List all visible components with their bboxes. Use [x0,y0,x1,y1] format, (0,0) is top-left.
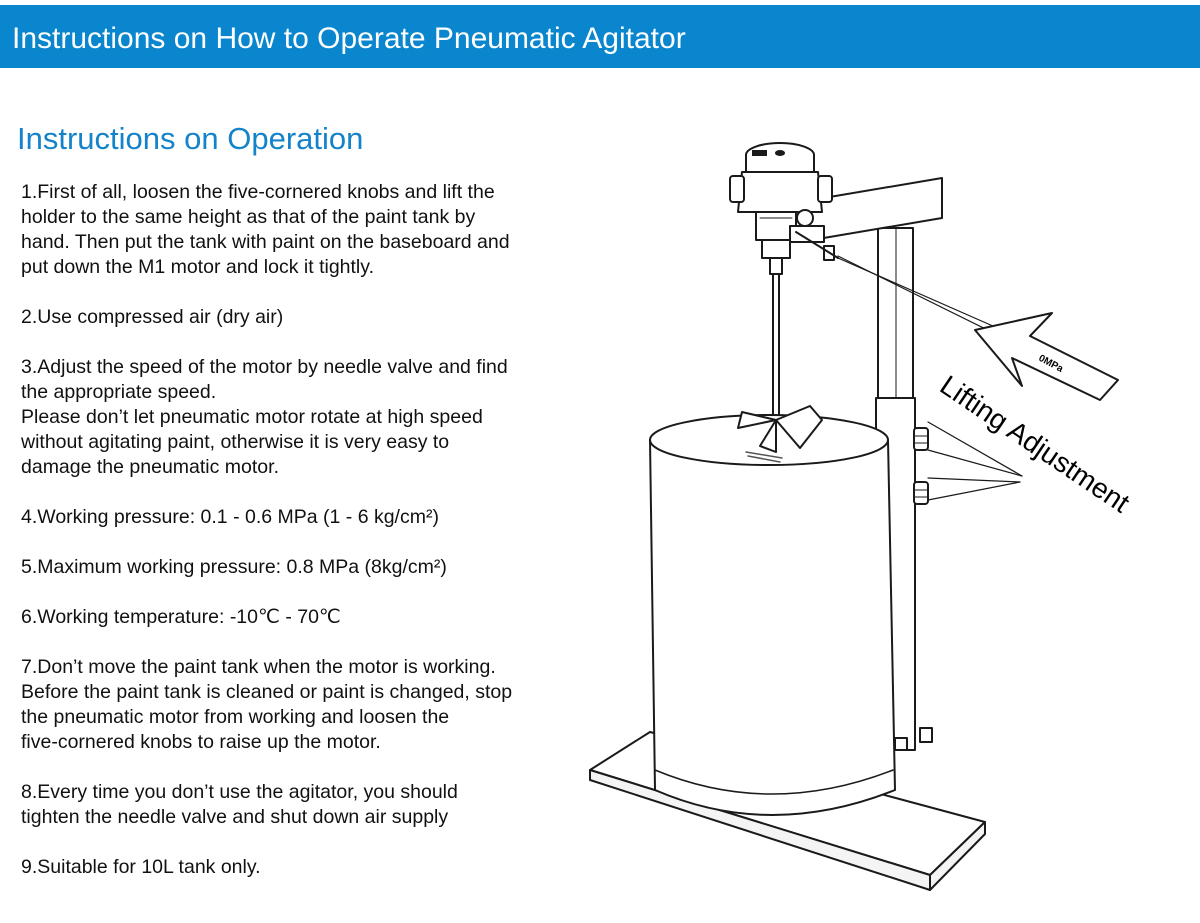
lifting-adjustment-label: Lifting Adjustment [934,369,1136,519]
instruction-line: 2.Use compressed air (dry air) [21,306,284,328]
instruction-line: without agitating paint, otherwise it is very easy to [21,431,450,453]
section-title: Instructions on Operation [17,121,364,156]
instruction-item [21,505,611,530]
instruction-item [21,355,611,480]
instruction-line: 3.Adjust the speed of the motor by needle valve and find [21,356,508,378]
instruction-line: 7.Don’t move the paint tank when the motor is working. [21,656,496,678]
page-title: Instructions on How to Operate Pneumatic Agitator [12,22,686,55]
instruction-line: hand. Then put the tank with paint on the baseboard and [21,231,510,253]
instruction-item [21,605,611,630]
instruction-item [21,655,611,755]
instruction-line: 5.Maximum working pressure: 0.8 MPa (8kg/cm²) [21,556,447,578]
instruction-line: Please don’t let pneumatic motor rotate at high speed [21,406,483,428]
paint-tank-icon [650,415,895,815]
gauge-label: 0MPa [1036,352,1065,375]
knob-icon [914,482,928,504]
instruction-item [21,305,611,330]
instruction-line: 6.Working temperature: -10℃ - 70℃ [21,606,341,628]
knob-icon [914,428,928,450]
instruction-line: the appropriate speed. [21,381,217,403]
instruction-item [21,180,611,280]
instruction-line: 9.Suitable for 10L tank only. [21,856,261,878]
motor-icon [730,143,832,274]
agitator-diagram [585,130,1200,910]
instruction-line: holder to the same height as that of the paint tank by [21,206,476,228]
instruction-line: 1.First of all, loosen the five-cornered knobs and lift the [21,181,495,203]
instruction-line: 8.Every time you don’t use the agitator, you should [21,781,458,803]
instruction-line: the pneumatic motor from working and loosen the [21,706,450,728]
instruction-line: Before the paint tank is cleaned or paint is changed, stop [21,681,513,703]
instruction-line: five-cornered knobs to raise up the motor. [21,731,381,753]
instructions-list [21,180,611,905]
instruction-item [21,555,611,580]
instruction-item [21,780,611,830]
instruction-line: tighten the needle valve and shut down air supply [21,806,449,828]
agitator-shaft [773,274,779,420]
instruction-line: damage the pneumatic motor. [21,456,279,478]
instruction-line: 4.Working pressure: 0.1 - 0.6 MPa (1 - 6 kg/cm²) [21,506,439,528]
instruction-item [21,855,611,880]
instruction-line: put down the M1 motor and lock it tightly. [21,256,374,278]
title-banner [0,5,1200,68]
